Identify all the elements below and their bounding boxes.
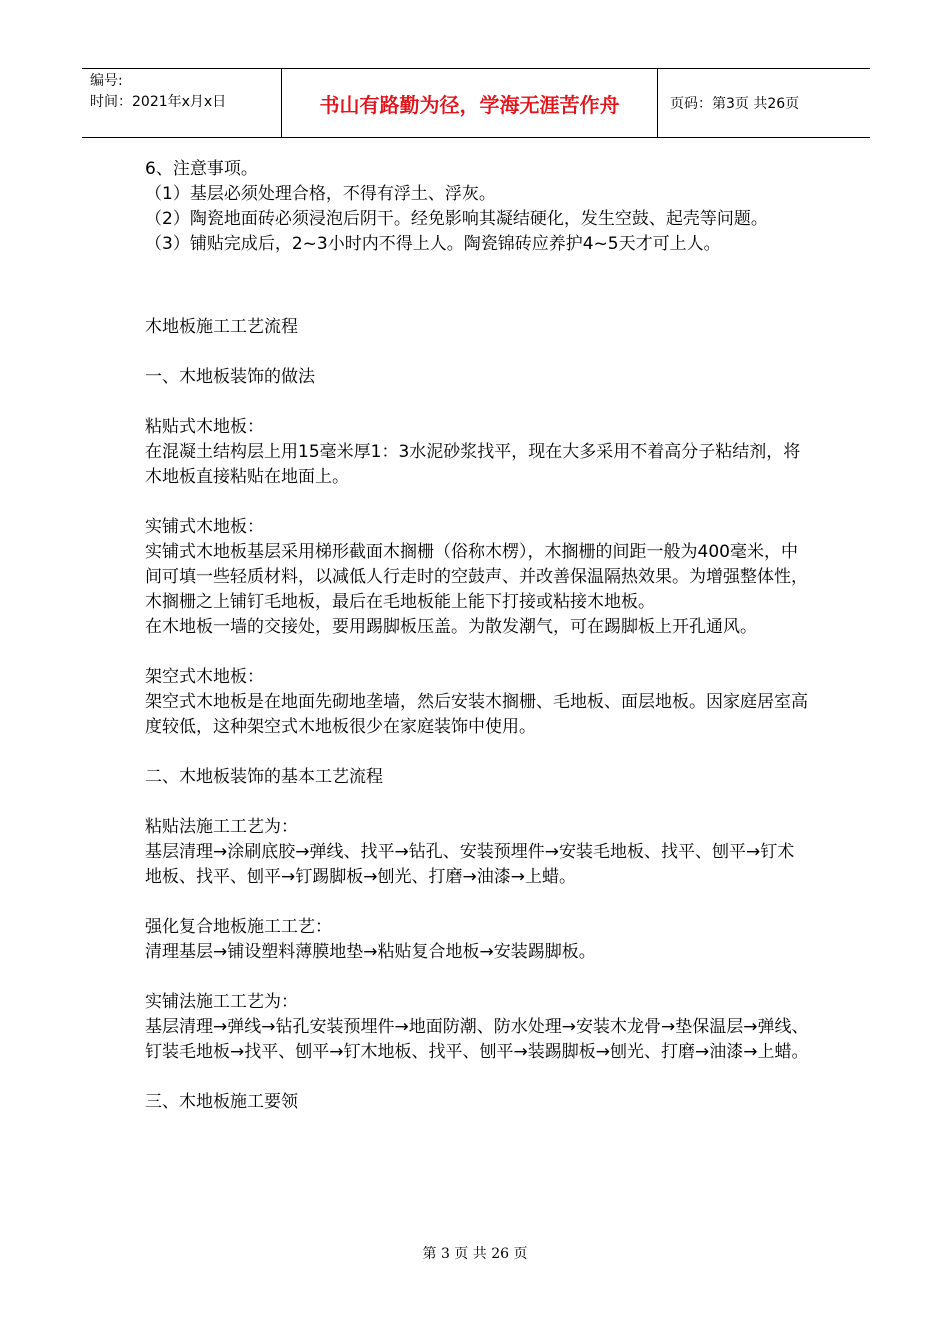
paragraph: 清理基层→铺设塑料薄膜地垫→粘贴复合地板→安装踢脚板。 [145, 942, 596, 962]
time-label: 时间：2021年x月x日 [90, 94, 227, 110]
paragraph: 基层清理→弹线→钻孔安装预埋件→地面防潮、防水处理→安装木龙骨→垫保温层→弹线、钉装毛地板→找平、刨平→钉木地板、找平、刨平→装踢脚板→刨光、打磨→油漆→上蜡。 [145, 1017, 809, 1062]
paragraph: （3）铺贴完成后，2~3小时内不得上人。陶瓷锦砖应养护4~5天才可上人。 [145, 234, 721, 254]
header-page-info: 页码：第3页 共26页 [670, 96, 800, 112]
paragraph: 基层清理→涂刷底胶→弹线、找平→钻孔、安装预埋件→安装毛地板、找平、刨平→钉术地板、找平、刨平→钉踢脚板→刨光、打磨→油漆→上蜡。 [145, 842, 795, 887]
subheading: 实铺法施工工艺为： [145, 992, 298, 1012]
header-meta [82, 69, 282, 137]
header-motto: 书山有路勤为径，学海无涯苦作舟 [282, 69, 658, 137]
document-title: 木地板施工工艺流程 [145, 317, 298, 337]
subheading: 粘贴式木地板： [145, 417, 264, 437]
paragraph: 架空式木地板是在地面先砌地垄墙，然后安装木搁栅、毛地板、面层地板。因家庭居室高度较低，这种架空式木地板很少在家庭装饰中使用。 [145, 692, 808, 737]
section-heading: 一、木地板装饰的做法 [145, 367, 315, 387]
paragraph: 在木地板一墙的交接处，要用踢脚板压盖。为散发潮气，可在踢脚板上开孔通风。 [145, 617, 757, 637]
subheading: 粘贴法施工工艺为： [145, 817, 298, 837]
subheading: 强化复合地板施工工艺： [145, 917, 332, 937]
section-heading: 三、木地板施工要领 [145, 1092, 298, 1112]
section-heading: 6、注意事项。 [145, 159, 258, 179]
paragraph: 在混凝土结构层上用15毫米厚1：3水泥砂浆找平，现在大多采用不着高分子粘结剂，将木地板直接粘贴在地面上。 [145, 442, 801, 487]
paragraph: 实铺式木地板基层采用梯形截面木搁栅（俗称木楞），木搁栅的间距一般为400毫米，中间可填一些轻质材料，以减低人行走时的空鼓声、并改善保温隔热效果。为增强整体性，木搁栅之上铺钉毛地板，最后在毛地板能上能下打接或粘接木地板。 [145, 542, 808, 612]
subheading: 架空式木地板： [145, 667, 264, 687]
paragraph: （2）陶瓷地面砖必须浸泡后阴干。经免影响其凝结硬化，发生空鼓、起壳等问题。 [145, 209, 768, 229]
document-body [145, 157, 810, 1115]
page-header [82, 68, 870, 138]
page-footer: 第 3 页 共 26 页 [422, 1246, 528, 1262]
number-label: 编号: [90, 73, 123, 89]
section-heading: 二、木地板装饰的基本工艺流程 [145, 767, 383, 787]
subheading: 实铺式木地板： [145, 517, 264, 537]
paragraph: （1）基层必须处理合格，不得有浮土、浮灰。 [145, 184, 496, 204]
